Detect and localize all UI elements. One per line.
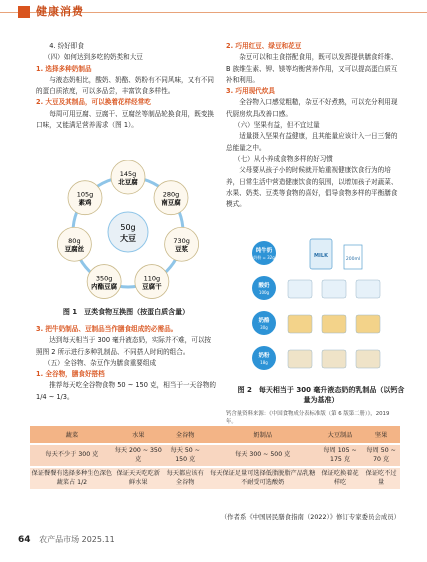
subheading-beans: 2. 巧用红豆、绿豆和花豆	[226, 42, 302, 50]
soy-item-amount: 280g	[162, 190, 180, 199]
paragraph-cookware: 全谷物入口感觉粗糙，杂豆不好煮熟，可以充分利用现代厨房炊具改善口感。	[226, 98, 398, 118]
section-tag: 健康消费	[36, 5, 84, 18]
dairy-product-illustration	[322, 315, 346, 333]
section-4-title: （四）如何达到多吃的奶类和大豆	[44, 53, 143, 62]
dairy-product-illustration	[356, 315, 380, 333]
center-amount: 50g	[120, 223, 136, 232]
table-cell: 保证吃换着花样吃	[318, 467, 362, 489]
dairy-type-sub: 100g	[258, 290, 270, 295]
table-cell: 每天 50 ~ 150 克	[163, 444, 208, 467]
author-credit: （作者系《中国居民膳食指南（2022）》修订专家委员会成员）	[220, 513, 400, 521]
soy-item-amount: 145g	[119, 170, 137, 178]
table-row	[30, 444, 400, 467]
table-header-cell: 奶制品	[208, 426, 318, 444]
figure-2-caption: 图 2 每天相当于 300 毫升液态奶的乳制品（以钙含量为基准）	[237, 386, 405, 404]
soy-item-amount: 80g	[68, 237, 81, 246]
table-cell: 每天 300 ~ 500 克	[208, 444, 318, 467]
table-cell: 保证餐餐有选择多种生色深色蔬菜占 1/2	[30, 467, 114, 489]
page-header	[0, 0, 427, 30]
dairy-product-illustration	[288, 315, 312, 333]
dairy-type-label: 纯牛奶	[255, 248, 273, 254]
section-6-title: （六）坚果有益，但不宜过量	[234, 121, 320, 130]
dairy-type-sub: 奶粉 = 32g	[253, 255, 275, 260]
dairy-type-label: 酸奶	[258, 283, 270, 289]
table-header-cell: 蔬菜	[30, 426, 114, 444]
dairy-product-illustration	[356, 280, 380, 298]
daily-intake-table	[30, 426, 400, 489]
table-header-cell: 大豆制品	[318, 426, 362, 444]
soy-item-name: 内酯豆腐	[91, 282, 118, 291]
table-cell: 每天不少于 300 克	[30, 444, 114, 467]
right-column	[226, 41, 398, 210]
table-cell: 每周 50 ~ 70 克	[362, 444, 400, 467]
dairy-type-sub: 18g	[260, 360, 268, 365]
dairy-product-illustration	[322, 280, 346, 298]
table-header-cell: 全谷物	[163, 426, 208, 444]
table-row	[30, 467, 400, 489]
table-cell: 每天都应该有全谷物	[163, 467, 208, 489]
subheading-dairy: 1. 选择多种奶制品	[36, 64, 92, 73]
center-name: 大豆	[120, 234, 136, 243]
soy-item-name: 素鸡	[78, 198, 92, 207]
soy-item-name: 南豆腐	[161, 198, 181, 207]
paragraph-soy: 每周可用豆腐、豆腐干、豆腐丝等制品轮换食用，既变换口味，又能满足营养需求（图 1）。	[36, 109, 215, 130]
figure-1-caption: 图 1 豆类食物互换图（按蛋白质含量）	[62, 308, 190, 316]
subheading-soy: 2. 大豆及其制品，可以换着花样经常吃	[36, 98, 151, 107]
dairy-product-illustration	[356, 350, 380, 368]
issue-date: 2025.11	[81, 535, 115, 544]
soy-item-name: 豆腐干	[142, 282, 162, 291]
paragraph-essential: 达到每天相当于 300 毫升液态奶，实际并不难，可以按照图 2 所示进行多种乳制品、不同搭人时间的组合。	[36, 336, 212, 356]
soy-item-name: 豆浆	[175, 245, 189, 254]
soy-exchange-figure	[46, 160, 211, 305]
dairy-type-sub: 30g	[260, 325, 268, 330]
left-column-lower	[36, 324, 216, 403]
paragraph-dairy: 与液态奶相比，酸奶、奶酪、奶粉有不同风味，又有不同的蛋白质浓度，可以多品尝，丰富饮食多样性。	[36, 75, 215, 96]
milk-brand: MILK	[314, 253, 328, 259]
soy-item-name: 豆腐丝	[64, 245, 85, 254]
paragraph-nuts: 适量摄入坚果有益健康，且其能量应该计入一日三餐的总能量之中。	[226, 132, 398, 152]
paragraph-habit: 父母要从孩子小的时候就开始重视健康饮食行为的培养，日常生活中营造健康饮食的氛围，以增加孩子对蔬菜、水果、奶类、豆类等食物的喜好，倡导食物多样的平衡膳食模式。	[226, 166, 398, 209]
table-cell: 保证天天吃吃新鲜水果	[114, 467, 163, 489]
dairy-type-label: 奶粉	[258, 353, 270, 359]
section-5-title: （五）全谷物、杂豆作为膳食重要组成	[44, 358, 157, 367]
dairy-type-label: 奶酪	[258, 318, 270, 324]
paragraph-whole-grain: 推荐每天吃全谷物食物 50 ~ 150 克，相当于一天谷物的 1/4 ~ 1/3。	[36, 381, 216, 401]
left-column	[36, 41, 216, 131]
cup-label: 200ml	[345, 257, 361, 262]
section-7-title: （七）从小养成食物多样的好习惯	[234, 154, 333, 163]
table-cell: 保证吃不过量	[362, 467, 400, 489]
dairy-equivalents-figure	[248, 233, 398, 383]
soy-item-amount: 350g	[95, 274, 113, 283]
table-cell: 每天保证足量可选择低脂脱脂产品乳糖不耐受可选酸奶	[208, 467, 318, 489]
soy-item-amount: 110g	[143, 274, 161, 283]
table-header-cell: 水果	[114, 426, 163, 444]
paragraph-beans: 杂豆可以和主食搭配食用，既可以发挥提供膳食纤维、B 族维生素、钾、镁等均衡营养作用，又可以提高蛋白质互补和利用。	[226, 53, 398, 84]
section-marker	[18, 6, 30, 18]
dairy-product-illustration	[288, 280, 312, 298]
table-cell: 每周 105 ~ 175 克	[318, 444, 362, 467]
dairy-product-illustration	[288, 350, 312, 368]
page-footer	[18, 534, 115, 545]
dairy-product-illustration	[322, 350, 346, 368]
table-cell: 每天 200 ~ 350 克	[114, 444, 163, 467]
heading-quick-food: 4. 纷好即食	[49, 42, 84, 50]
soy-item-amount: 105g	[76, 190, 94, 199]
magazine-name: 农产品市场	[39, 535, 80, 544]
subheading-whole-grain: 1. 全谷物，膳食好搭档	[36, 370, 105, 379]
soy-item-amount: 730g	[173, 237, 190, 246]
subheading-cookware: 3. 巧用现代炊具	[226, 87, 275, 96]
table-header-cell: 坚果	[362, 426, 400, 444]
table-header-row	[30, 426, 400, 444]
page-number: 64	[18, 535, 31, 545]
subheading-essential: 3. 把牛奶制品、豆制品当作膳食组成的必需品。	[36, 325, 178, 333]
soy-item-name: 北豆腐	[118, 178, 138, 186]
source-note: 钙含量资料来源：《中国食物成分表标准版（第 6 版第二册）》，2019 年。	[226, 411, 390, 425]
